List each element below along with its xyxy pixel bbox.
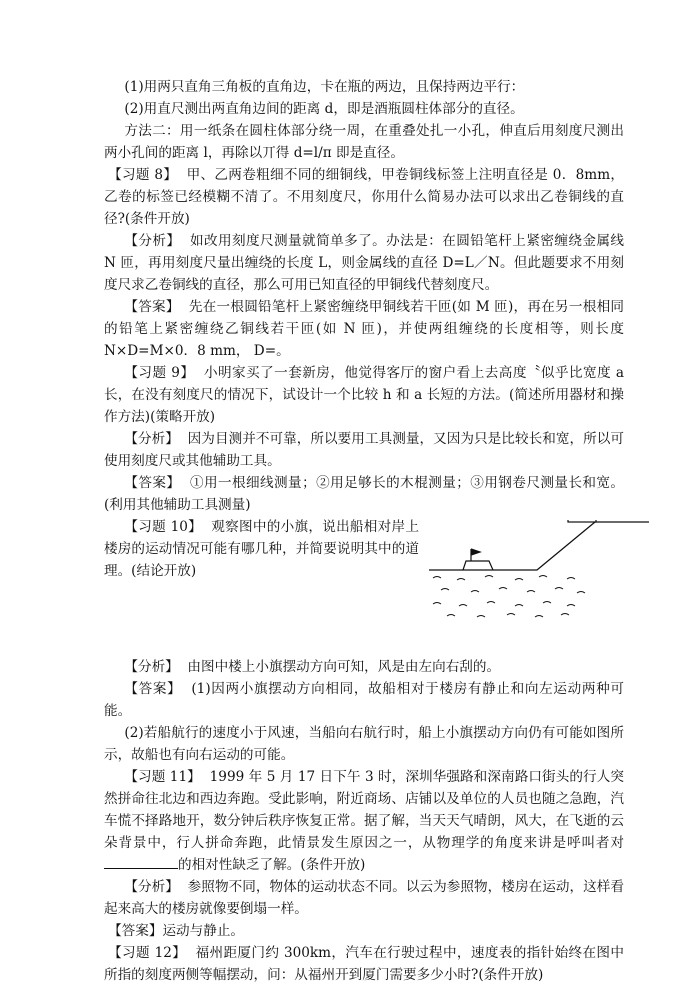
document-body <box>104 76 624 986</box>
exercise-9: 【习题 9】 小明家买了一套新房，他觉得客厅的窗户看上去高度〝似乎比宽度 a 长，在没有刻度尺的情况下，试设计一个比较 h 和 a 长短的方法。(简述所用器材和操作方法)(策略开放) <box>104 365 624 425</box>
analysis-tag: 【分析】 <box>124 659 179 675</box>
answer-tag: 【答案】 <box>124 681 182 697</box>
analysis-tag: 【分析】 <box>124 233 181 249</box>
answer-10: 【答案】 (1)因两小旗摆动方向相同，故船相对于楼房有静止和向左运动两种可能。 <box>104 681 624 719</box>
exercise-tag: 【习题 9】 <box>124 365 195 381</box>
answer-tag: 【答案】 <box>108 923 163 939</box>
paragraph-step-2: (2)用直尺测出两直角边间的距离 d，即是酒瓶圆柱体部分的直径。 <box>124 101 524 117</box>
answer-tag: 【答案】 <box>124 299 180 315</box>
paragraph-step-1: (1)用两只直角三角板的直角边，卡在瓶的两边，且保持两边平行： <box>124 79 525 95</box>
exercise-tag: 【习题 11】 <box>124 769 201 785</box>
analysis-10: 【分析】 由图中楼上小旗摆动方向可知，风是由左向右刮的。 <box>124 659 501 675</box>
shoreline <box>429 522 649 570</box>
boat <box>463 549 493 570</box>
answer-8: 【答案】 先在一根圆铅笔杆上紧密缠绕甲铜线若干匝(如 M 匝)，再在另一根相同的铅笔上紧密缠绕乙铜线若干匝(如 N 匝)，并使两组缠绕的长度相等，则长度 N×D=M×0．8 mm， D=。 <box>104 299 624 359</box>
answer-10-part-2: (2)若船航行的速度小于风速，当船向右航行时，船上小旗摆动方向仍有可能如图所示，故船也有向右运动的可能。 <box>104 725 624 763</box>
answer-9: 【答案】 ①用一根细线测量；②用足够长的木棍测量；③用钢卷尺测量长和宽。(利用其他辅助工具测量) <box>104 475 625 513</box>
exercise-11: 【习题 11】 1999 年 5 月 17 日下午 3 时，深圳华强路和深南路口街头的行人突然拼命往北边和西边奔跑。受此影响，附近商场、店铺以及单位的人员也随之急跑，汽车慌不择路地开，数分钟后秩序恢复正常。据了解，当天天气晴朗，风大，在飞逝的云朵背景中，行人拼命奔跑，此情景发生原因之一，从物理学的角度来讲是呼叫者对的相对性缺乏了解。(条件开放) <box>104 769 624 873</box>
exercise-10: 【习题 10】 观察图中的小旗，说出船相对岸上楼房的运动情况可能有哪几种，并简要说明其中的道理。(结论开放) <box>104 519 420 579</box>
analysis-8: 【分析】 如改用刻度尺测量就简单多了。办法是：在圆铅笔杆上紧密缠绕金属线 N 匝，再用刻度尺量出缠绕的长度 L，则金属线的直径 D=L／N。但此题要求不用刻度尺求乙卷铜线的直径，那么可用已知直径的甲铜线代替刻度尺。 <box>104 233 625 293</box>
analysis-tag: 【分析】 <box>124 431 179 447</box>
boat-and-building-figure <box>427 520 652 620</box>
paragraph-method-2: 方法二：用一纸条在圆柱体部分绕一周，在重叠处扎一小孔，伸直后用刻度尺测出两小孔间的距离 l，再除以丌得 d=l/π 即是直径。 <box>104 123 624 161</box>
exercise-8: 【习题 8】 甲、乙两卷粗细不同的细铜线，甲卷铜线标签上注明直径是 0．8mm，乙卷的标签已经模糊不清了。不用刻度尺，你用什么简易办法可以求出乙卷铜线的直径?(条件开放) <box>104 167 624 227</box>
exercise-tag: 【习题 8】 <box>108 167 178 183</box>
exercise-tag: 【习题 12】 <box>108 945 187 961</box>
exercise-12: 【习题 12】 福州距厦门约 300km，汽车在行驶过程中，速度表的指针始终在图中所指的刻度两侧等幅摆动，问：从福州开到厦门需要多少小时?(条件开放) <box>104 945 624 983</box>
answer-11: 【答案】运动与静止。 <box>108 923 245 939</box>
answer-blank <box>104 854 178 869</box>
analysis-9: 【分析】 因为目测并不可靠，所以要用工具测量，又因为只是比较长和宽，所以可使用刻度尺或其他辅助工具。 <box>104 431 624 469</box>
exercise-tag: 【习题 10】 <box>124 519 203 535</box>
exercise-10-block <box>104 516 624 656</box>
building <box>568 520 596 522</box>
water-waves <box>433 576 585 618</box>
analysis-11: 【分析】 参照物不同，物体的运动状态不同。以云为参照物，楼房在运动，这样看起来高大的楼房就像要倒塌一样。 <box>104 879 624 917</box>
analysis-tag: 【分析】 <box>124 879 179 895</box>
answer-tag: 【答案】 <box>124 475 181 491</box>
